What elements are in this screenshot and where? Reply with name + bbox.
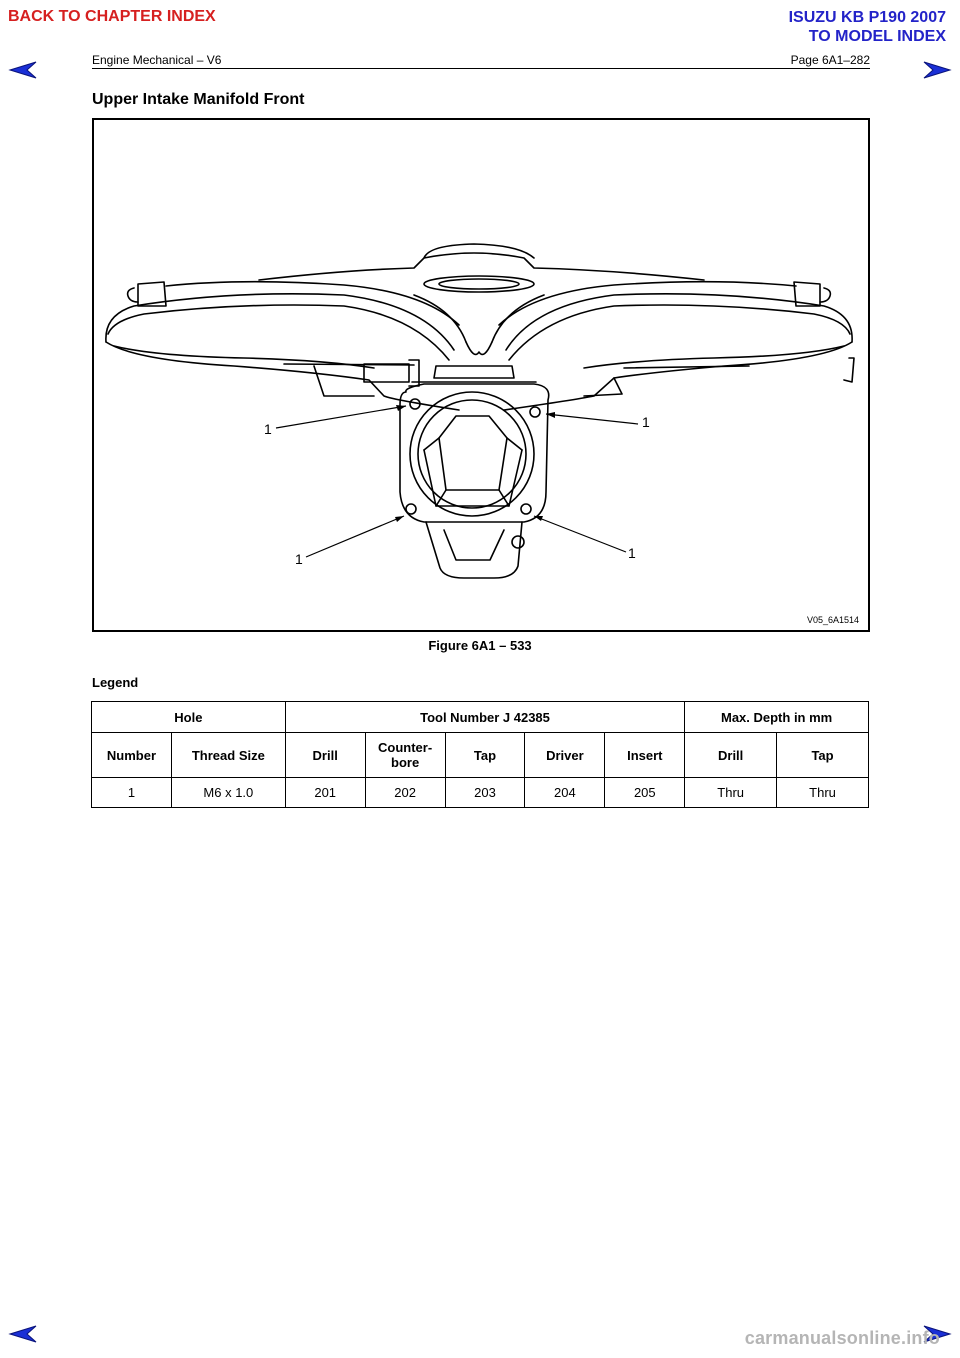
table-group-header-row: [92, 702, 869, 733]
figure-frame: [92, 118, 870, 632]
table-row: [92, 778, 869, 808]
cell-tap: 203: [445, 778, 525, 808]
cell-number: 1: [92, 778, 172, 808]
callout-label-left-bottom: 1: [295, 551, 303, 567]
footer-watermark: carmanualsonline.info: [744, 1328, 940, 1348]
figure-caption: Figure 6A1 – 533: [428, 638, 532, 653]
prev-page-arrow-bottom-icon[interactable]: [8, 1324, 38, 1344]
model-name[interactable]: ISUZU KB P190 2007: [788, 9, 946, 26]
tool-spec-table: [91, 701, 869, 808]
counterbore-line-2: bore: [391, 755, 420, 770]
tap-column-header: Tap: [445, 733, 525, 778]
figure-code: V05_6A1514: [807, 615, 860, 625]
cell-depth-drill: Thru: [685, 778, 777, 808]
cell-driver: 204: [525, 778, 605, 808]
back-to-chapter-index-link[interactable]: BACK TO CHAPTER INDEX: [8, 8, 216, 25]
counterbore-line-1: Counter-: [378, 740, 433, 755]
prev-page-arrow-icon[interactable]: [8, 60, 38, 80]
drill-column-header: Drill: [285, 733, 365, 778]
cell-insert: 205: [605, 778, 685, 808]
cell-depth-tap: Thru: [777, 778, 869, 808]
section-name: Engine Mechanical – V6: [92, 53, 222, 67]
manifold-illustration: [94, 120, 868, 630]
number-column-header: Number: [92, 733, 172, 778]
hole-group-header: Hole: [92, 702, 286, 733]
callout-label-right-bottom: 1: [628, 545, 636, 561]
depth-drill-column-header: Drill: [685, 733, 777, 778]
depth-tap-column-header: Tap: [777, 733, 869, 778]
legend-heading: Legend: [92, 675, 139, 690]
model-index-link[interactable]: [789, 8, 946, 46]
max-depth-group-header: Max. Depth in mm: [685, 702, 869, 733]
table-column-header-row: [92, 733, 869, 778]
insert-column-header: Insert: [605, 733, 685, 778]
thread-size-column-header: Thread Size: [171, 733, 285, 778]
to-model-index-text[interactable]: TO MODEL INDEX: [808, 28, 946, 45]
header-divider: [92, 68, 870, 69]
cell-thread-size: M6 x 1.0: [171, 778, 285, 808]
cell-drill: 201: [285, 778, 365, 808]
cell-counterbore: 202: [365, 778, 445, 808]
callout-label-left-top: 1: [264, 421, 272, 437]
tool-number-group-header: Tool Number J 42385: [285, 702, 684, 733]
driver-column-header: Driver: [525, 733, 605, 778]
callout-label-right-top: 1: [642, 414, 650, 430]
page-number: Page 6A1–282: [790, 53, 870, 67]
section-title: Upper Intake Manifold Front: [92, 91, 305, 108]
counterbore-column-header: [365, 733, 445, 778]
next-page-arrow-icon[interactable]: [922, 60, 952, 80]
